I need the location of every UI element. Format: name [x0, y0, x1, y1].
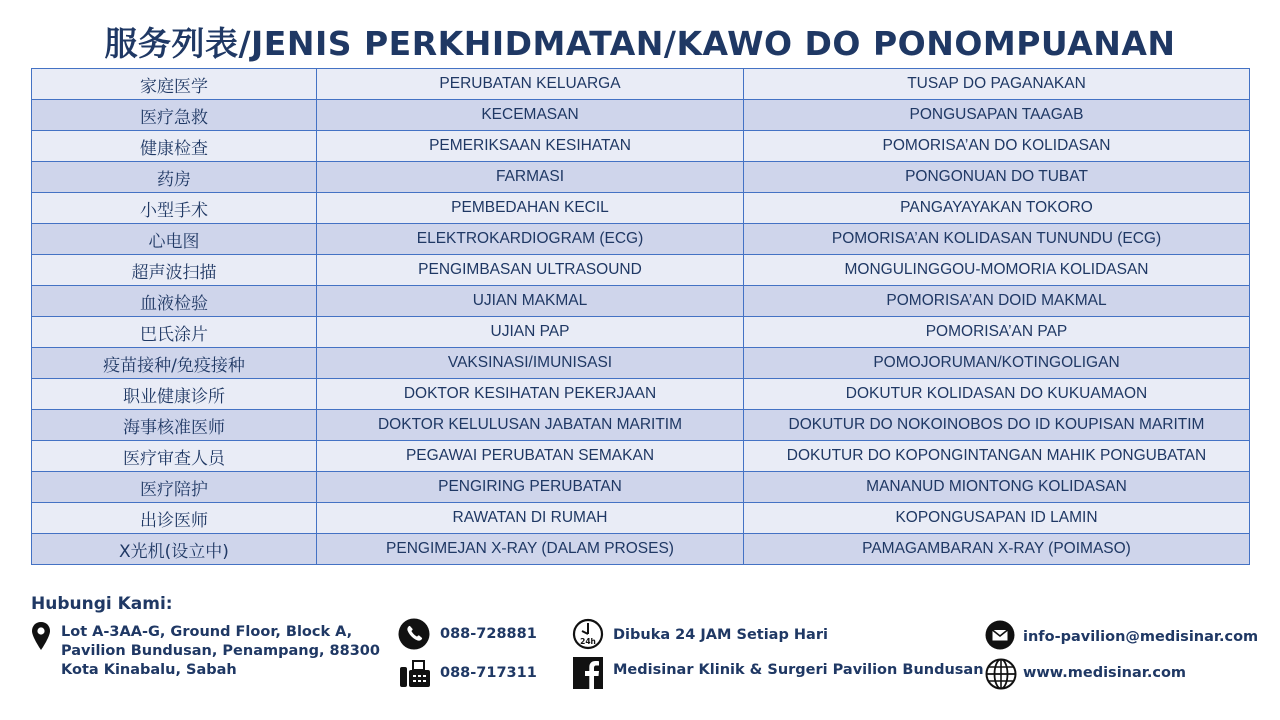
- service-name-kadazan: PAMAGAMBARAN X-RAY (POIMASO): [744, 534, 1250, 565]
- service-name-kadazan: PONGUSAPAN TAAGAB: [744, 100, 1250, 131]
- service-name-malay: DOKTOR KELULUSAN JABATAN MARITIM: [317, 410, 744, 441]
- clock-24h-icon: [572, 618, 604, 650]
- service-name-chinese: X光机(设立中): [32, 534, 317, 565]
- table-row: [32, 503, 1250, 534]
- table-row: [32, 162, 1250, 193]
- service-name-malay: PERUBATAN KELUARGA: [317, 69, 744, 100]
- website-url[interactable]: www.medisinar.com: [1023, 665, 1187, 681]
- fax-number[interactable]: 088-717311: [440, 665, 537, 681]
- service-name-kadazan: DOKUTUR KOLIDASAN DO KUKUAMAON: [744, 379, 1250, 410]
- page-title: 服务列表/JENIS PERKHIDMATAN/KAWO DO PONOMPUANAN: [104, 24, 1176, 63]
- service-name-malay: ELEKTROKARDIOGRAM (ECG): [317, 224, 744, 255]
- fax-icon: [399, 658, 431, 688]
- service-name-chinese: 家庭医学: [32, 69, 317, 100]
- opening-hours: Dibuka 24 JAM Setiap Hari: [613, 627, 828, 643]
- facebook-page[interactable]: Medisinar Klinik & Surgeri Pavilion Bundusan: [613, 662, 984, 678]
- service-name-malay: PENGIRING PERUBATAN: [317, 472, 744, 503]
- service-name-chinese: 疫苗接种/免疫接种: [32, 348, 317, 379]
- service-name-malay: DOKTOR KESIHATAN PEKERJAAN: [317, 379, 744, 410]
- service-name-kadazan: POMORISA’AN KOLIDASAN TUNUNDU (ECG): [744, 224, 1250, 255]
- service-name-chinese: 心电图: [32, 224, 317, 255]
- service-name-kadazan: POMORISA’AN PAP: [744, 317, 1250, 348]
- table-row: [32, 534, 1250, 565]
- service-name-chinese: 医疗审查人员: [32, 441, 317, 472]
- address-line: Lot A-3AA-G, Ground Floor, Block A,: [61, 624, 353, 640]
- email-address[interactable]: info-pavilion@medisinar.com: [1023, 629, 1259, 645]
- phone-number[interactable]: 088-728881: [440, 626, 537, 642]
- location-pin-icon: [31, 621, 51, 651]
- service-name-chinese: 巴氏涂片: [32, 317, 317, 348]
- service-name-malay: PEGAWAI PERUBATAN SEMAKAN: [317, 441, 744, 472]
- table-row: [32, 100, 1250, 131]
- service-name-chinese: 出诊医师: [32, 503, 317, 534]
- service-name-malay: UJIAN MAKMAL: [317, 286, 744, 317]
- table-row: [32, 317, 1250, 348]
- service-name-kadazan: DOKUTUR DO KOPONGINTANGAN MAHIK PONGUBATAN: [744, 441, 1250, 472]
- service-name-kadazan: PANGAYAYAKAN TOKORO: [744, 193, 1250, 224]
- service-name-malay: PENGIMBASAN ULTRASOUND: [317, 255, 744, 286]
- service-name-chinese: 海事核准医师: [32, 410, 317, 441]
- service-name-malay: PEMERIKSAAN KESIHATAN: [317, 131, 744, 162]
- service-name-kadazan: MONGULINGGOU-MOMORIA KOLIDASAN: [744, 255, 1250, 286]
- clock-24h-label: 24h: [580, 637, 596, 646]
- table-row: [32, 193, 1250, 224]
- services-table: [31, 68, 1250, 565]
- service-name-kadazan: DOKUTUR DO NOKOINOBOS DO ID KOUPISAN MARITIM: [744, 410, 1250, 441]
- table-row: [32, 131, 1250, 162]
- table-row: [32, 255, 1250, 286]
- service-name-chinese: 药房: [32, 162, 317, 193]
- service-name-kadazan: KOPONGUSAPAN ID LAMIN: [744, 503, 1250, 534]
- service-name-malay: VAKSINASI/IMUNISASI: [317, 348, 744, 379]
- service-name-malay: PENGIMEJAN X-RAY (DALAM PROSES): [317, 534, 744, 565]
- table-row: [32, 348, 1250, 379]
- table-row: [32, 410, 1250, 441]
- table-row: [32, 441, 1250, 472]
- service-name-kadazan: TUSAP DO PAGANAKAN: [744, 69, 1250, 100]
- service-name-kadazan: POMORISA’AN DOID MAKMAL: [744, 286, 1250, 317]
- table-row: [32, 286, 1250, 317]
- service-name-malay: FARMASI: [317, 162, 744, 193]
- service-name-chinese: 职业健康诊所: [32, 379, 317, 410]
- address-line: Pavilion Bundusan, Penampang, 88300: [61, 643, 380, 659]
- service-name-chinese: 医疗急救: [32, 100, 317, 131]
- address: [61, 623, 380, 680]
- address-line: Kota Kinabalu, Sabah: [61, 662, 237, 678]
- facebook-icon: [573, 657, 603, 689]
- service-name-kadazan: POMOJORUMAN/KOTINGOLIGAN: [744, 348, 1250, 379]
- service-name-chinese: 小型手术: [32, 193, 317, 224]
- service-name-malay: KECEMASAN: [317, 100, 744, 131]
- service-name-malay: UJIAN PAP: [317, 317, 744, 348]
- service-name-kadazan: MANANUD MIONTONG KOLIDASAN: [744, 472, 1250, 503]
- table-row: [32, 379, 1250, 410]
- service-name-chinese: 医疗陪护: [32, 472, 317, 503]
- service-name-chinese: 健康检查: [32, 131, 317, 162]
- table-row: [32, 472, 1250, 503]
- contact-heading: Hubungi Kami:: [31, 594, 173, 614]
- service-name-chinese: 血液检验: [32, 286, 317, 317]
- service-name-malay: PEMBEDAHAN KECIL: [317, 193, 744, 224]
- globe-icon: [985, 658, 1017, 690]
- table-row: [32, 69, 1250, 100]
- service-name-malay: RAWATAN DI RUMAH: [317, 503, 744, 534]
- service-name-kadazan: PONGONUAN DO TUBAT: [744, 162, 1250, 193]
- service-name-chinese: 超声波扫描: [32, 255, 317, 286]
- service-name-kadazan: POMORISA’AN DO KOLIDASAN: [744, 131, 1250, 162]
- phone-icon: [398, 618, 430, 650]
- email-icon: [985, 620, 1015, 650]
- table-row: [32, 224, 1250, 255]
